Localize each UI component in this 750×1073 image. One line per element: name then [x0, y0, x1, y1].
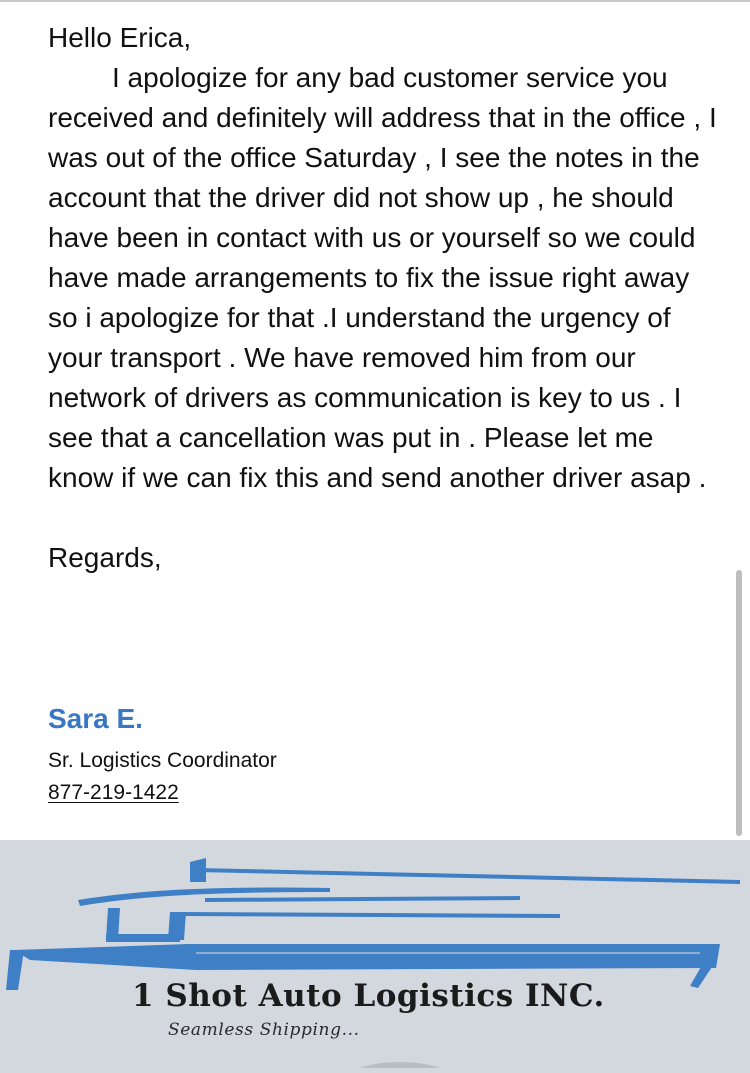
email-message: I apologize for any bad customer service you received and definitely will address that in the office , I was out of the office Saturday , I see the notes in the account that the driver did not show up , he should have been in contact with us or yourself so we could have made arrangements to fix the issue right away so i apologize for that .I understand the urgency of your transport . We have removed him from our network of drivers as communication is key to us . I see that a cancellation was put in . Please let me know if we can fix this and send another driver asap .: [48, 62, 717, 493]
email-body: [48, 18, 718, 578]
truck-trailer-logo-icon: [0, 840, 750, 1073]
company-banner: [0, 840, 750, 1073]
company-tagline: Seamless Shipping...: [168, 1020, 360, 1040]
signature-phone-link[interactable]: 877-219-1422: [48, 781, 179, 804]
email-signature: [48, 700, 277, 808]
signature-name: Sara E.: [48, 703, 143, 734]
scrollbar[interactable]: [736, 570, 742, 836]
company-name: 1 Shot Auto Logistics INC.: [132, 978, 605, 1014]
top-divider: [0, 0, 750, 2]
email-closing: Regards,: [48, 542, 162, 573]
email-greeting: Hello Erica,: [48, 22, 192, 53]
signature-title: Sr. Logistics Coordinator: [48, 749, 277, 772]
